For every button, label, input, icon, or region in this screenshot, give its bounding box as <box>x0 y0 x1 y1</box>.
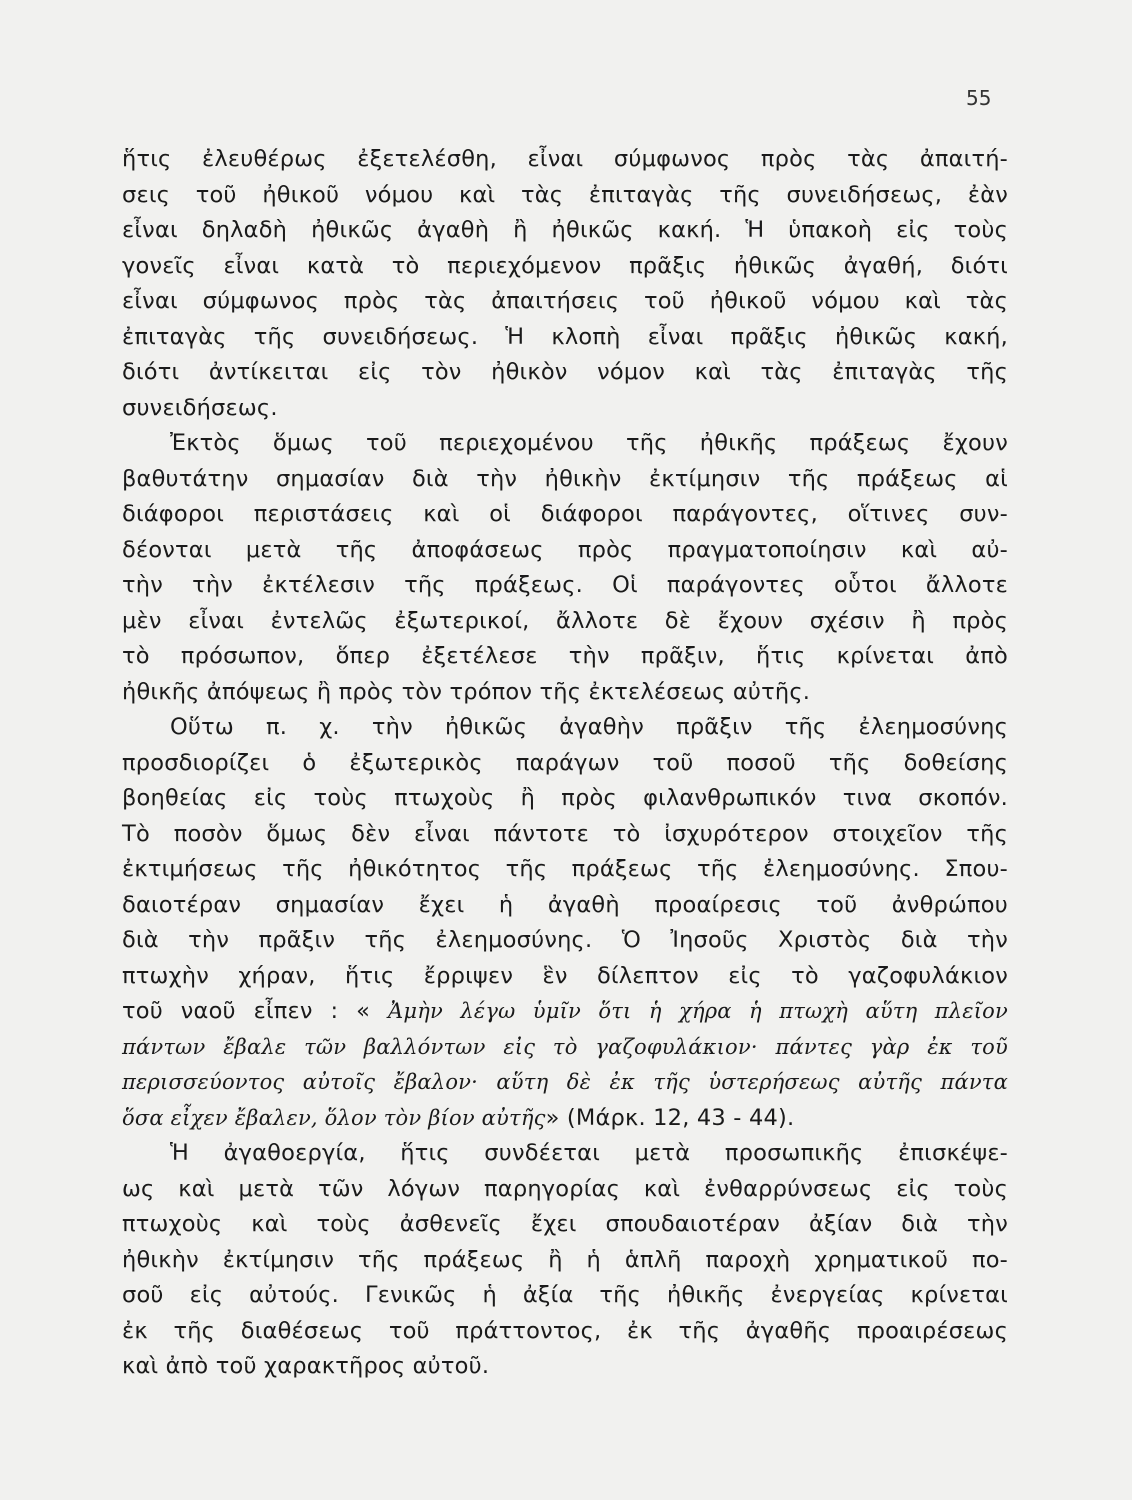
line-text: δαιοτέραν σημασίαν ἔχει ἡ ἀγαθὴ προαίρεσις τοῦ ἀνθρώπου <box>122 891 1008 918</box>
text-line <box>122 391 1008 427</box>
line-text: ως καὶ μετὰ τῶν λόγων παρηγορίας καὶ ἐνθαρρύνσεως εἰς τοὺς <box>122 1175 1008 1202</box>
line-text: πτωχὴν χήραν, ἥτις ἔρριψεν ἓν δίλεπτον εἰς τὸ γαζοφυλάκιον <box>122 962 1008 989</box>
text-line <box>122 284 1008 320</box>
text-line <box>122 1172 1008 1208</box>
quotation-text: Ἀμὴν λέγω ὑμῖν ὅτι ἡ χήρα ἡ πτωχὴ αὕτη πλεῖον <box>388 999 1008 1023</box>
quotation-text: περισσεύοντος αὐτοῖς ἔβαλον· αὕτη δὲ ἐκ τῆς ὑστερήσεως αὐτῆς πάντα <box>122 1070 1008 1094</box>
line-text: προσδιορίζει ὁ ἐξωτερικὸς παράγων τοῦ ποσοῦ τῆς δοθείσης <box>122 749 1008 776</box>
line-text: σοῦ εἰς αὐτούς. Γενικῶς ἡ ἀξία τῆς ἠθικῆς ἐνεργείας κρίνεται <box>122 1282 1008 1308</box>
line-text: τὸ πρόσωπον, ὅπερ ἐξετέλεσε τὴν πρᾶξιν, ἥτις κρίνεται ἀπὸ <box>122 643 1008 669</box>
text-line <box>122 213 1008 249</box>
text-line <box>122 1065 1008 1101</box>
text-line <box>122 994 1008 1030</box>
line-text: τοῦ ναοῦ εἶπεν : « <box>122 998 389 1024</box>
line-text: ἠθικῆς ἀπόψεως ἢ πρὸς τὸν τρόπον τῆς ἐκτελέσεως αὐτῆς. <box>122 678 811 705</box>
line-text: σεις τοῦ ἠθικοῦ νόμου καὶ τὰς ἐπιταγὰς τῆς συνειδήσεως, ἐὰν <box>122 181 1008 208</box>
line-text: » (Μάρκ. 12, 43 - 44). <box>545 1104 795 1131</box>
line-text: ἐκ τῆς διαθέσεως τοῦ πράττοντος, ἐκ τῆς ἀγαθῆς προαιρέσεως <box>122 1317 1008 1344</box>
text-line <box>122 1030 1008 1066</box>
text-line <box>122 639 1008 675</box>
line-text: βαθυτάτην σημασίαν διὰ τὴν ἠθικὴν ἐκτίμησιν τῆς πράξεως αἱ <box>122 465 1008 492</box>
line-text: διάφοροι περιστάσεις καὶ οἱ διάφοροι παράγοντες, οἵτινες συν- <box>122 501 1008 527</box>
line-text: μὲν εἶναι ἐντελῶς ἐξωτερικοί, ἄλλοτε δὲ ἔχουν σχέσιν ἢ πρὸς <box>122 607 1008 634</box>
line-text: Τὸ ποσὸν ὅμως δὲν εἶναι πάντοτε τὸ ἰσχυρότερον στοιχεῖον τῆς <box>122 820 1008 847</box>
line-text: βοηθείας εἰς τοὺς πτωχοὺς ἢ πρὸς φιλανθρωπικόν τινα σκοπόν. <box>122 785 1008 811</box>
text-line <box>122 675 1008 711</box>
line-text: Ἡ ἀγαθοεργία, ἥτις συνδέεται μετὰ προσωπικῆς ἐπισκέψε- <box>170 1140 1008 1166</box>
text-line <box>122 959 1008 995</box>
line-text: διὰ τὴν πρᾶξιν τῆς ἐλεημοσύνης. Ὁ Ἰησοῦς Χριστὸς διὰ τὴν <box>122 927 1008 953</box>
text-line <box>122 1314 1008 1350</box>
quotation-text: πάντων ἔβαλε τῶν βαλλόντων εἰς τὸ γαζοφυλάκιον· πάντες γὰρ ἐκ τοῦ <box>122 1034 1008 1059</box>
text-line <box>122 852 1008 888</box>
text-line <box>122 497 1008 533</box>
text-line <box>122 426 1008 462</box>
text-line <box>122 355 1008 391</box>
text-line <box>122 888 1008 924</box>
line-text: δέονται μετὰ τῆς ἀποφάσεως πρὸς πραγματοποίησιν καὶ αὐ- <box>122 536 1008 563</box>
quotation-text: ὅσα εἶχεν ἔβαλεν, ὅλον τὸν βίον αὐτῆς <box>122 1105 546 1130</box>
text-line <box>122 746 1008 782</box>
line-text: Ἐκτὸς ὅμως τοῦ περιεχομένου τῆς ἠθικῆς πράξεως ἔχουν <box>170 430 1008 456</box>
line-text: τὴν τὴν ἐκτέλεσιν τῆς πράξεως. Οἱ παράγοντες οὗτοι ἄλλοτε <box>122 572 1008 598</box>
line-text: καὶ ἀπὸ τοῦ χαρακτῆρος αὐτοῦ. <box>122 1353 490 1379</box>
text-line <box>122 781 1008 817</box>
text-line <box>122 178 1008 214</box>
text-line <box>122 710 1008 746</box>
page-number: 55 <box>966 86 992 110</box>
text-line <box>122 604 1008 640</box>
text-line <box>122 1278 1008 1314</box>
text-line <box>122 462 1008 498</box>
line-text: εἶναι δηλαδὴ ἠθικῶς ἀγαθὴ ἢ ἠθικῶς κακή. Ἡ ὑπακοὴ εἰς τοὺς <box>122 217 1008 243</box>
text-line <box>122 1243 1008 1279</box>
text-line <box>122 1349 1008 1385</box>
line-text: γονεῖς εἶναι κατὰ τὸ περιεχόμενον πρᾶξις ἠθικῶς ἀγαθή, διότι <box>122 252 1008 279</box>
line-text: ἥτις ἐλευθέρως ἐξετελέσθη, εἶναι σύμφωνος πρὸς τὰς ἀπαιτή- <box>122 146 1008 172</box>
text-line <box>122 142 1008 178</box>
line-text: ἠθικὴν ἐκτίμησιν τῆς πράξεως ἢ ἡ ἁπλῆ παροχὴ χρηματικοῦ πο- <box>122 1246 1008 1273</box>
text-line <box>122 533 1008 569</box>
text-line <box>122 1207 1008 1243</box>
line-text: πτωχοὺς καὶ τοὺς ἀσθενεῖς ἔχει σπουδαιοτέραν ἀξίαν διὰ τὴν <box>122 1211 1008 1237</box>
text-line <box>122 817 1008 853</box>
line-text: Οὕτω π. χ. τὴν ἠθικῶς ἀγαθὴν πρᾶξιν τῆς ἐλεημοσύνης <box>170 714 1008 740</box>
text-line <box>122 320 1008 356</box>
text-line <box>122 1136 1008 1172</box>
line-text: διότι ἀντίκειται εἰς τὸν ἠθικὸν νόμον καὶ τὰς ἐπιταγὰς τῆς <box>122 359 1008 385</box>
text-line <box>122 249 1008 285</box>
line-text: συνειδήσεως. <box>122 394 278 421</box>
body-text <box>122 142 1008 1385</box>
line-text: ἐκτιμήσεως τῆς ἠθικότητος τῆς πράξεως τῆς ἐλεημοσύνης. Σπου- <box>122 856 1008 882</box>
text-line <box>122 923 1008 959</box>
line-text: εἶναι σύμφωνος πρὸς τὰς ἀπαιτήσεις τοῦ ἠθικοῦ νόμου καὶ τὰς <box>122 288 1008 314</box>
line-text: ἐπιταγὰς τῆς συνειδήσεως. Ἡ κλοπὴ εἶναι πρᾶξις ἠθικῶς κακή, <box>122 323 1008 350</box>
text-line <box>122 568 1008 604</box>
text-line <box>122 1101 1008 1137</box>
